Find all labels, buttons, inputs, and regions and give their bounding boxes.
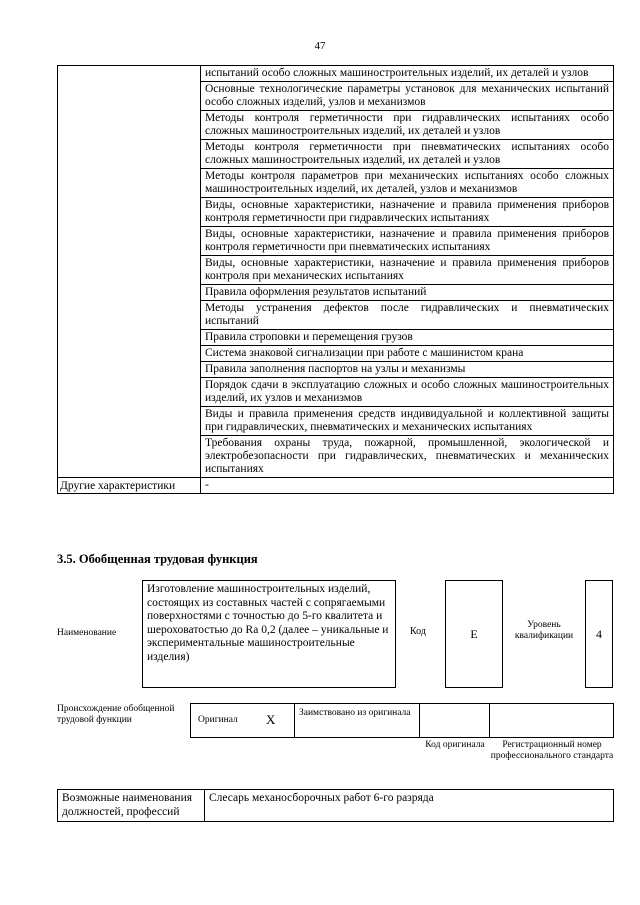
function-name-box: Изготовление машиностроительных изделий, состоящих из составных частей с сопрягаемыми поверхностями с точностью до 5-го квалитета и шероховатостью до Ra 0,2 (далее – уникальные и экспериментальные машиностроительные изделия): [142, 580, 396, 688]
knowledge-item: испытаний особо сложных машиностроительных изделий, их деталей и узлов: [201, 66, 614, 82]
knowledge-item: Правила заполнения паспортов на узлы и механизмы: [201, 362, 614, 378]
positions-value: Слесарь механосборочных работ 6-го разряда: [205, 790, 614, 822]
knowledge-item: Требования охраны труда, пожарной, промышленной, экологической и электробезопасности при гидравлических, пневматических и механических испытаниях: [201, 436, 614, 478]
original-code-label: Код оригинала: [425, 740, 485, 750]
knowledge-item: Методы контроля герметичности при гидравлических испытаниях особо сложных машиностроительных изделий, их деталей и узлов: [201, 111, 614, 140]
positions-table: [57, 789, 614, 822]
code-box: [445, 580, 503, 688]
knowledge-item: Методы контроля параметров при механических испытаниях особо сложных машиностроительных изделий, их деталей, узлов и механизмов: [201, 169, 614, 198]
knowledge-item: Система знаковой сигнализации при работе с машинистом крана: [201, 346, 614, 362]
original-cell: [190, 703, 294, 738]
reg-number-label: Регистрационный номер профессионального стандарта: [490, 740, 614, 761]
knowledge-item: Методы контроля герметичности при пневматических испытаниях особо сложных машиностроительных изделий, их деталей и узлов: [201, 140, 614, 169]
positions-label: Возможные наименования должностей, профессий: [58, 790, 205, 822]
original-label: Оригинал: [198, 715, 238, 725]
knowledge-row: [58, 66, 614, 82]
knowledge-item: Виды, основные характеристики, назначение и правила применения приборов контроля при механических испытаниях: [201, 256, 614, 285]
knowledge-item: Правила строповки и перемещения грузов: [201, 330, 614, 346]
original-code-cell: [420, 703, 490, 738]
other-characteristics-label: Другие характеристики: [58, 478, 201, 494]
level-label: Уровень квалификации: [514, 620, 574, 641]
other-characteristics-value: -: [201, 478, 614, 494]
borrowed-label: Заимствовано из оригинала: [299, 708, 411, 718]
knowledge-item: Виды, основные характеристики, назначение и правила применения приборов контроля герметичности при гидравлических испытаниях: [201, 198, 614, 227]
code-value: E: [470, 626, 478, 641]
positions-row: [58, 790, 614, 822]
knowledge-item: Порядок сдачи в эксплуатацию сложных и особо сложных машиностроительных изделий, их узлов и механизмов: [201, 378, 614, 407]
knowledge-item: Виды и правила применения средств индивидуальной и коллективной защиты при гидравлических, пневматических и механических испытаниях: [201, 407, 614, 436]
level-value: 4: [596, 626, 602, 641]
knowledge-label-cell: [58, 66, 201, 478]
knowledge-item: Правила оформления результатов испытаний: [201, 285, 614, 301]
code-label: Код: [410, 626, 426, 637]
knowledge-item: Методы устранения дефектов после гидравлических и пневматических испытаний: [201, 301, 614, 330]
knowledge-table: [57, 65, 614, 494]
section-title: 3.5. Обобщенная трудовая функция: [57, 552, 258, 566]
knowledge-table-body: [58, 66, 614, 494]
level-box: [585, 580, 613, 688]
other-characteristics-row: [58, 478, 614, 494]
reg-number-cell: [490, 703, 614, 738]
origin-label: Происхождение обобщенной трудовой функции: [57, 704, 175, 725]
knowledge-item: Виды, основные характеристики, назначение и правила применения приборов контроля герметичности при пневматических испытаниях: [201, 227, 614, 256]
original-mark: X: [266, 712, 276, 727]
page-number: 47: [314, 40, 326, 52]
knowledge-item: Основные технологические параметры установок для механических испытаний особо сложных изделий, узлов и механизмов: [201, 82, 614, 111]
borrowed-cell: [294, 703, 420, 738]
name-label: Наименование: [57, 628, 117, 638]
